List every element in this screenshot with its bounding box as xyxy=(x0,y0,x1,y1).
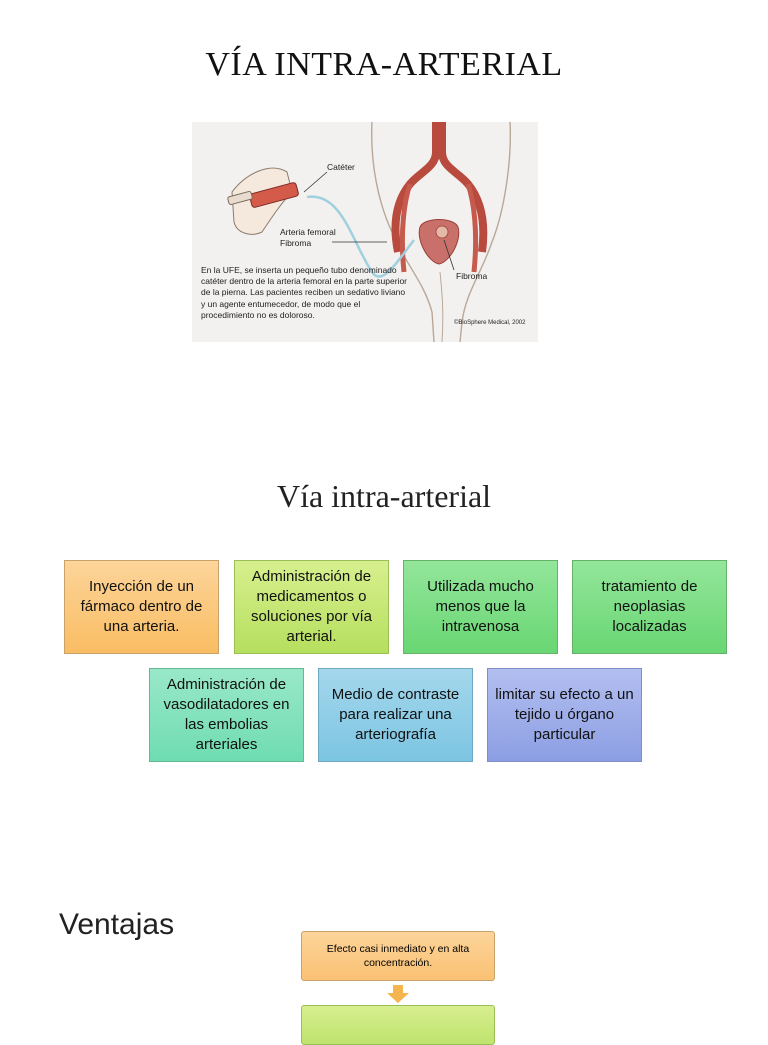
concept-text-1: Inyección de un fármaco dentro de una arteria. xyxy=(80,578,203,635)
ventaja-step-1 xyxy=(301,931,495,981)
concept-box-2 xyxy=(234,560,389,654)
concept-box-1 xyxy=(64,560,219,654)
figure-copyright: ©BioSphere Medical, 2002 xyxy=(454,320,526,326)
concept-box-4 xyxy=(572,560,727,654)
ventaja-step-2 xyxy=(301,1005,495,1045)
concept-text-7: limitar su efecto a un tejido u órgano particular xyxy=(495,686,634,743)
slide3-title: Ventajas xyxy=(59,908,175,941)
concept-box-6 xyxy=(318,668,473,762)
slide2-title: Vía intra-arterial xyxy=(276,478,492,514)
label-fibroma-left: Fibroma xyxy=(280,238,312,248)
concept-box-3 xyxy=(403,560,558,654)
concept-text-2: Administración de medicamentos o soluciones por vía arterial. xyxy=(251,568,372,645)
concept-text-5: Administración de vasodilatadores en las embolias arteriales xyxy=(163,676,290,753)
concept-box-5 xyxy=(149,668,304,762)
ventaja-step-1-text: Efecto casi inmediato y en alta concentración. xyxy=(326,943,470,969)
figure-caption: En la UFE, se inserta un pequeño tubo denominado catéter dentro de la arteria femoral en la parte superior de la pierna. Las pacientes reciben un sedativo liviano y un agente entumecedor, de modo que el procedimiento no es doloroso. xyxy=(201,265,408,320)
concept-text-3: Utilizada mucho menos que la intravenosa xyxy=(427,578,534,635)
label-cateter: Catéter xyxy=(327,162,355,172)
concept-box-7 xyxy=(487,668,642,762)
medical-illustration xyxy=(192,122,538,342)
slide1-title: VÍA INTRA-ARTERIAL xyxy=(205,46,563,83)
concept-text-4: tratamiento de neoplasias localizadas xyxy=(601,578,698,635)
concept-text-6: Medio de contraste para realizar una arteriografía xyxy=(331,686,460,743)
label-fibroma-right: Fibroma xyxy=(456,271,488,281)
down-arrow-icon xyxy=(387,985,409,1003)
label-arteria-femoral: Arteria femoral xyxy=(280,227,336,237)
